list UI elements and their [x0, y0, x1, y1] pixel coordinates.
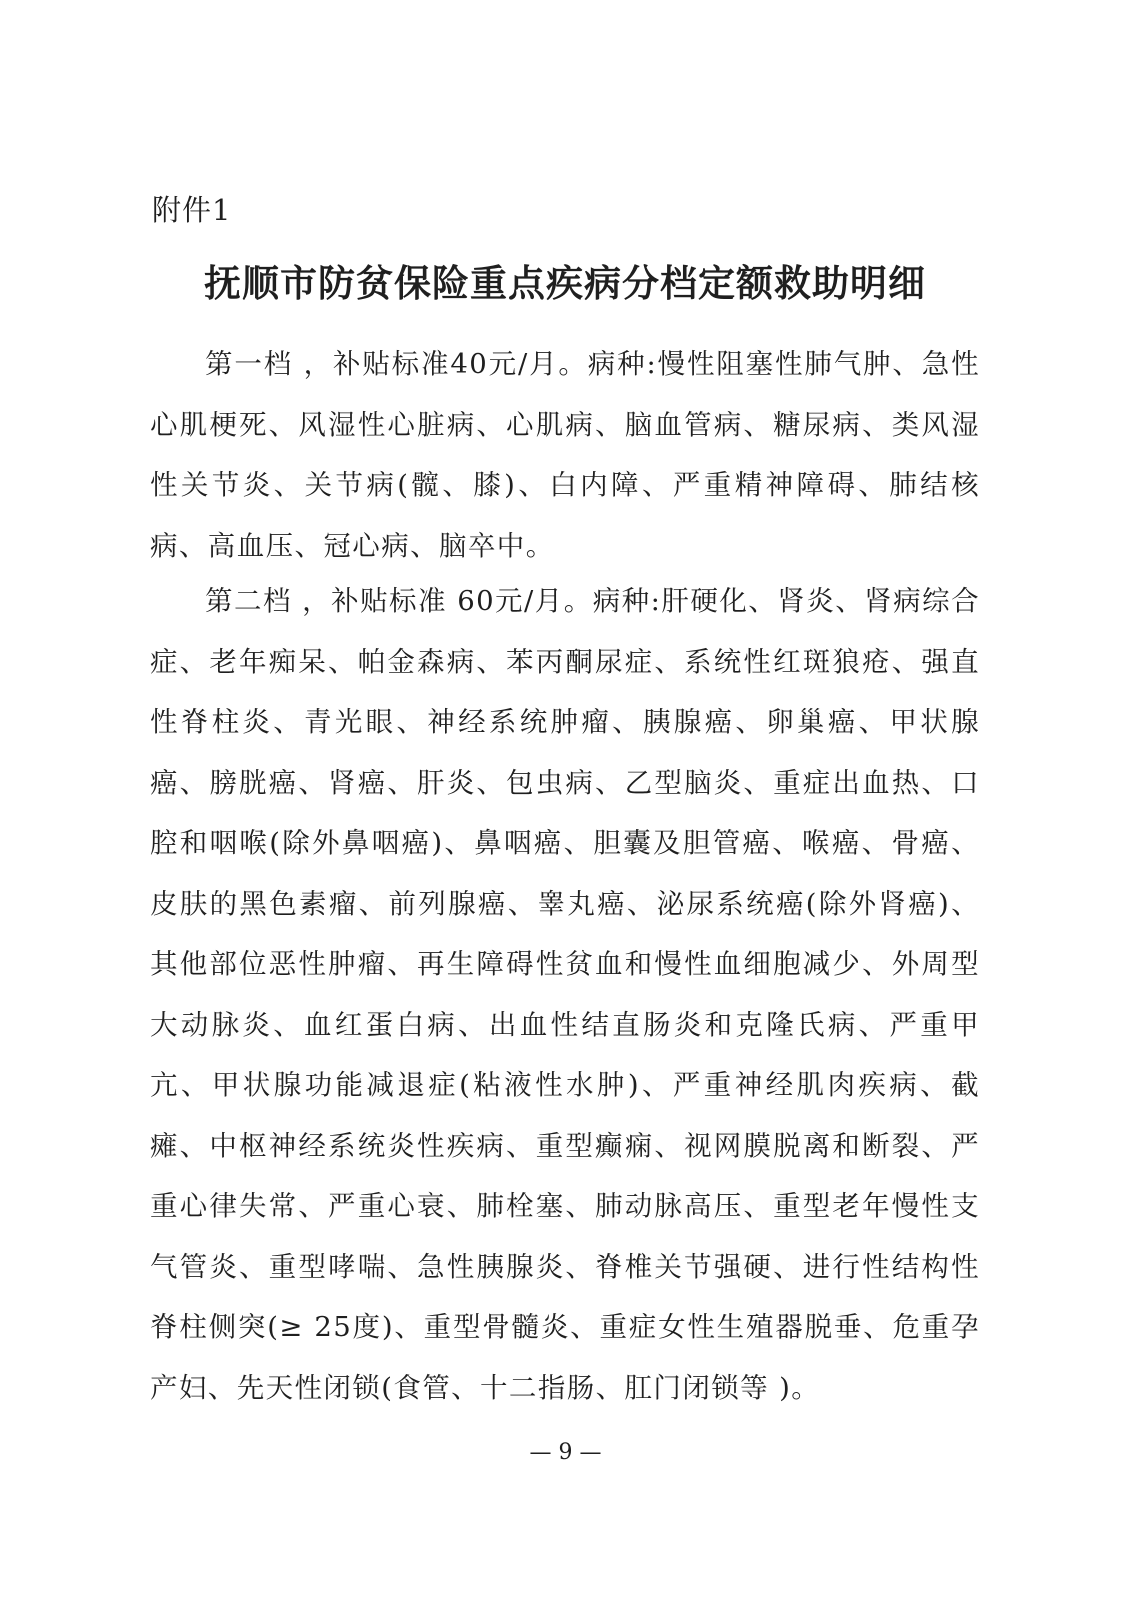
document-title: 抚顺市防贫保险重点疾病分档定额救助明细: [204, 262, 926, 305]
page-number: — 9 —: [529, 1440, 602, 1465]
tier-2-paragraph: 第二档 ，补贴标准 60元/月。病种:肝硬化、肾炎、肾病综合症、老年痴呆、帕金森病、苯丙酮尿症、系统性红斑狼疮、强直性脊柱炎、青光眼、神经系统肿瘤、胰腺癌、卵巢癌、甲状腺癌、膀胱癌、肾癌、肝炎、包虫病、乙型脑炎、重症出血热、口腔和咽喉(除外鼻咽癌)、鼻咽癌、胆囊及胆管癌、喉癌、骨癌、皮肤的黑色素瘤、前列腺癌、睾丸癌、泌尿系统癌(除外肾癌)、其他部位恶性肿瘤、再生障碍性贫血和慢性血细胞减少、外周型大动脉炎、血红蛋白病、出血性结直肠炎和克隆氏病、严重甲亢、甲状腺功能减退症(粘液性水肿)、严重神经肌肉疾病、截瘫、中枢神经系统炎性疾病、重型癫痫、视网膜脱离和断裂、严重心律失常、严重心衰、肺栓塞、肺动脉高压、重型老年慢性支气管炎、重型哮喘、急性胰腺炎、脊椎关节强硬、进行性结构性脊柱侧突(≥ 25度)、重型骨髓炎、重症女性生殖器脱垂、危重孕产妇、先天性闭锁(食管、十二指肠、肛门闭锁等 )。: [150, 585, 980, 1404]
tier-1-section: [150, 334, 980, 576]
tier-1-paragraph: 第一档 ，补贴标准40元/月。病种:慢性阻塞性肺气肿、急性心肌梗死、风湿性心脏病、心肌病、脑血管病、糖尿病、类风湿性关节炎、关节病(髋、膝)、白内障、严重精神障碍、肺结核病、高血压、冠心病、脑卒中。: [150, 348, 980, 562]
tier-2-section: [150, 571, 980, 1418]
attachment-label: 附件1: [152, 193, 232, 227]
